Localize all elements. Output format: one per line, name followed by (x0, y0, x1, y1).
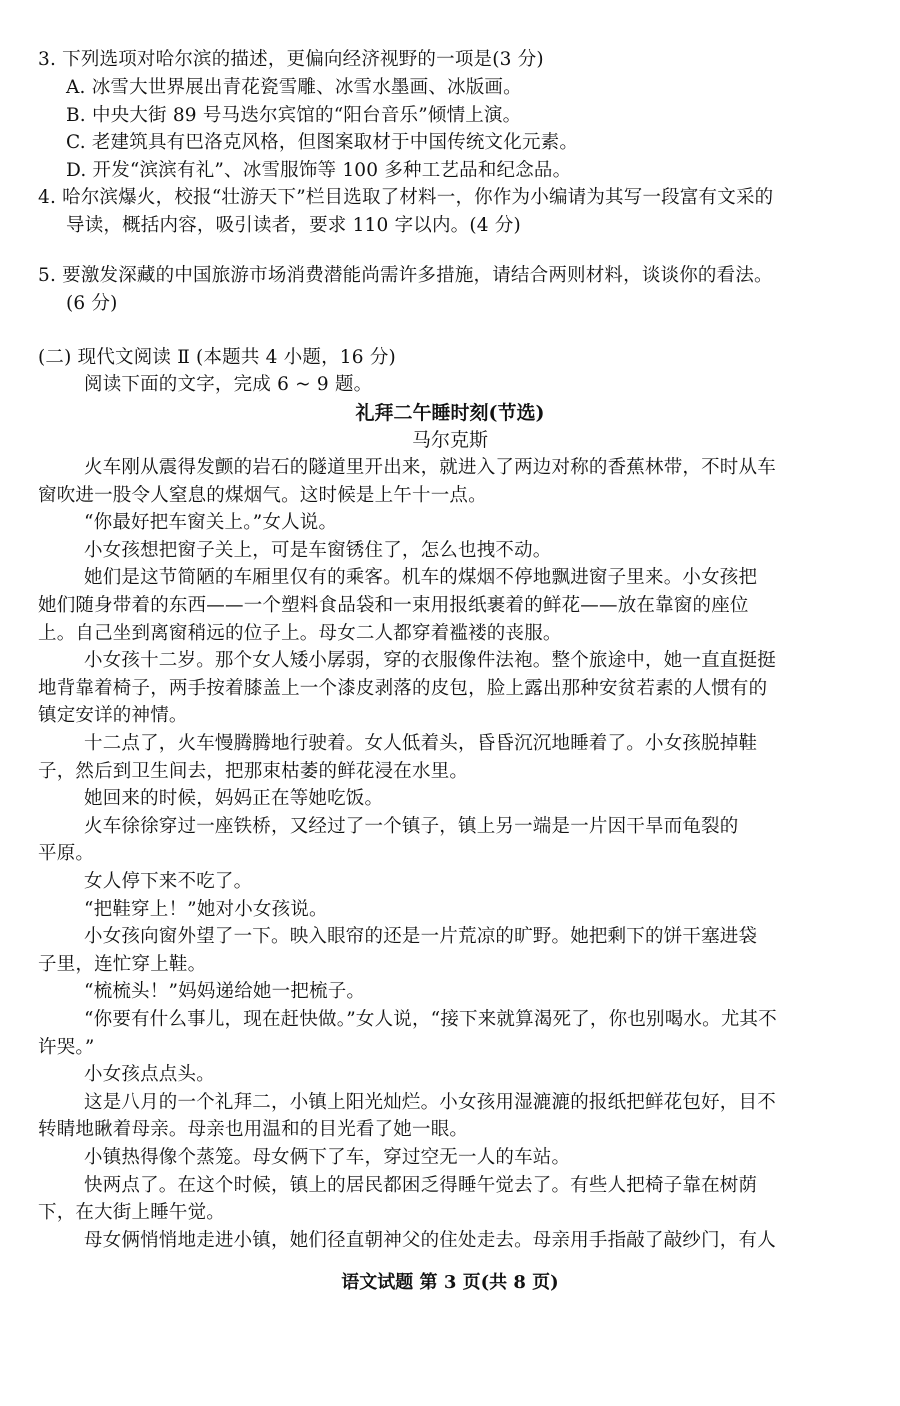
question-4-line-1: 4. 哈尔滨爆火，校报“壮游天下”栏目选取了材料一，你作为小编请为其写一段富有文采的 (38, 187, 774, 208)
article-line: 火车徐徐穿过一座铁桥，又经过了一个镇子，镇上另一端是一片因干旱而龟裂的 (84, 816, 739, 837)
question-3-option-a: A. 冰雪大世界展出青花瓷雪雕、冰雪水墨画、冰版画。 (66, 77, 522, 98)
article-line: 镇定安详的神情。 (38, 705, 188, 726)
article-line: 她们随身带着的东西——一个塑料食品袋和一束用报纸裹着的鲜花——放在靠窗的座位 (38, 595, 749, 616)
article-line: 转睛地瞅着母亲。母亲也用温和的目光看了她一眼。 (38, 1119, 469, 1140)
article-line: 十二点了，火车慢腾腾地行驶着。女人低着头，昏昏沉沉地睡着了。小女孩脱掉鞋 (84, 733, 758, 754)
article-line: 火车刚从震得发颤的岩石的隧道里开出来，就进入了两边对称的香蕉林带，不时从车 (84, 457, 776, 478)
question-4-line-2: 导读，概括内容，吸引读者，要求 110 字以内。(4 分) (66, 215, 521, 236)
question-3-option-d: D. 开发“滨滨有礼”、冰雪服饰等 100 多种工艺品和纪念品。 (66, 160, 572, 181)
section-heading: (二) 现代文阅读 Ⅱ (本题共 4 小题，16 分) (38, 347, 396, 368)
question-3-option-c: C. 老建筑具有巴洛克风格，但图案取材于中国传统文化元素。 (66, 132, 579, 153)
article-line: 小女孩向窗外望了一下。映入眼帘的还是一片荒凉的旷野。她把剩下的饼干塞进袋 (84, 926, 758, 947)
question-3-stem: 3. 下列选项对哈尔滨的描述，更偏向经济视野的一项是(3 分) (38, 49, 544, 70)
article-line: 子里，连忙穿上鞋。 (38, 954, 207, 975)
article-line: “梳梳头！”妈妈递给她一把梳子。 (84, 981, 366, 1002)
question-3-option-b: B. 中央大街 89 号马迭尔宾馆的“阳台音乐”倾情上演。 (66, 105, 522, 126)
section-instruction: 阅读下面的文字，完成 6 ~ 9 题。 (84, 374, 373, 395)
article-line: 母女俩悄悄地走进小镇，她们径直朝神父的住处走去。母亲用手指敲了敲纱门，有人 (84, 1230, 776, 1251)
article-author: 马尔克斯 (411, 429, 488, 451)
article-line: 快两点了。在这个时候，镇上的居民都困乏得睡午觉去了。有些人把椅子靠在树荫 (84, 1175, 758, 1196)
article-line: 平原。 (38, 843, 95, 864)
article-line: 女人停下来不吃了。 (84, 871, 253, 892)
article-line: 这是八月的一个礼拜二，小镇上阳光灿烂。小女孩用湿漉漉的报纸把鲜花包好，目不 (84, 1092, 776, 1113)
question-5-line-1: 5. 要激发深藏的中国旅游市场消费潜能尚需许多措施，请结合两则材料，谈谈你的看法。 (38, 265, 773, 286)
article-line: 她回来的时候，妈妈正在等她吃饭。 (84, 788, 384, 809)
article-line: 上。自己坐到离窗稍远的位子上。母女二人都穿着褴褛的丧服。 (38, 623, 562, 644)
article-line: “把鞋穿上！”她对小女孩说。 (84, 899, 328, 920)
article-line: 小女孩点点头。 (84, 1064, 215, 1085)
article-line: 小镇热得像个蒸笼。母女俩下了车，穿过空无一人的车站。 (84, 1147, 571, 1168)
article-line: 她们是这节简陋的车厢里仅有的乘客。机车的煤烟不停地飘进窗子里来。小女孩把 (84, 567, 758, 588)
article-line: 地背靠着椅子，两手按着膝盖上一个漆皮剥落的皮包，脸上露出那种安贫若素的人惯有的 (38, 678, 768, 699)
article-line: “你要有什么事儿，现在赶快做。”女人说，“接下来就算渴死了，你也别喝水。尤其不 (84, 1009, 777, 1030)
article-line: 窗吹进一股令人窒息的煤烟气。这时候是上午十一点。 (38, 485, 487, 506)
article-title: 礼拜二午睡时刻(节选) (355, 402, 545, 424)
page-footer: 语文试题 第 3 页(共 8 页) (341, 1272, 559, 1293)
article-line: “你最好把车窗关上。”女人说。 (84, 512, 338, 533)
article-line: 许哭。” (38, 1037, 95, 1058)
article-line: 下，在大街上睡午觉。 (38, 1202, 226, 1223)
article-line: 子，然后到卫生间去，把那束枯萎的鲜花浸在水里。 (38, 761, 469, 782)
article-line: 小女孩想把窗子关上，可是车窗锈住了，怎么也拽不动。 (84, 540, 552, 561)
question-5-line-2: (6 分) (66, 293, 118, 314)
article-line: 小女孩十二岁。那个女人矮小孱弱，穿的衣服像件法袍。整个旅途中，她一直直挺挺 (84, 650, 776, 671)
